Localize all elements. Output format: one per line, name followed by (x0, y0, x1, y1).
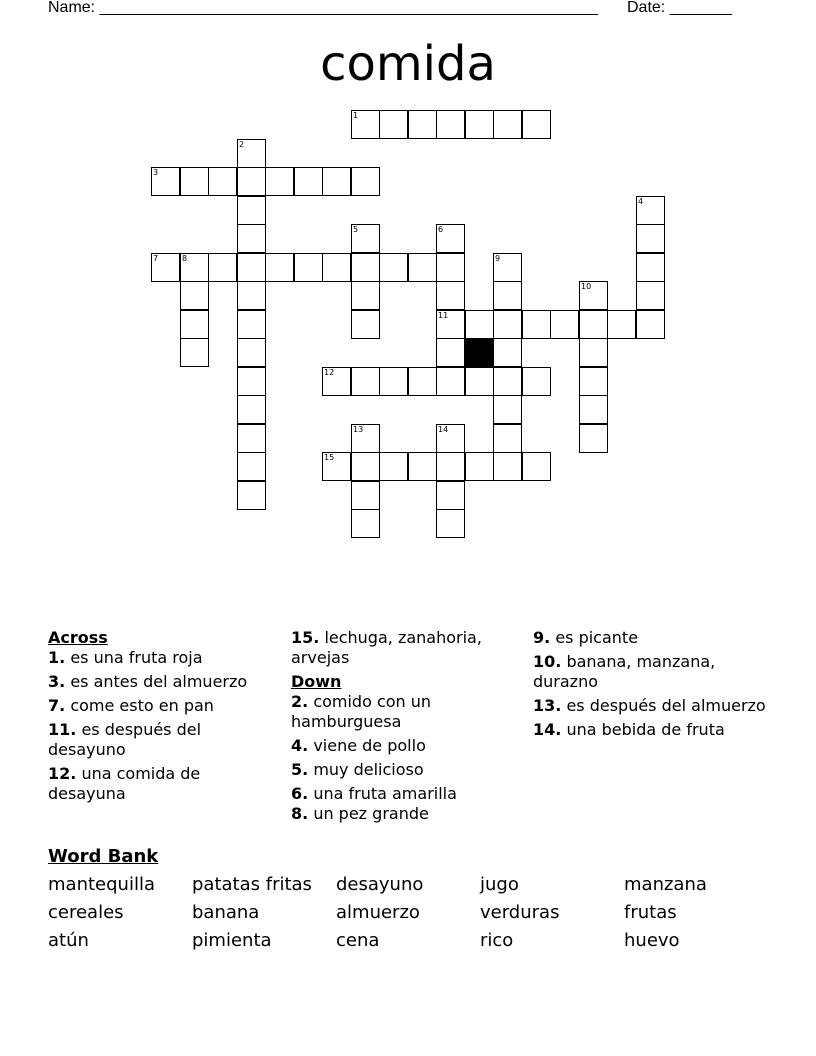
crossword-cell[interactable] (408, 253, 437, 282)
crossword-block (465, 338, 494, 367)
word-bank-item: verduras (480, 902, 560, 923)
clue-number: 6. (291, 784, 309, 803)
word-bank-item: atún (48, 930, 89, 951)
crossword-cell[interactable] (579, 424, 608, 453)
clue-number: 9. (533, 628, 551, 647)
crossword-cell[interactable] (493, 310, 522, 339)
crossword-cell[interactable] (322, 452, 351, 481)
down-heading: Down (291, 672, 342, 691)
clue-number: 4. (291, 736, 309, 755)
clue-text: banana, manzana, durazno (533, 652, 716, 691)
crossword-cell[interactable] (180, 338, 209, 367)
crossword-cell[interactable] (436, 281, 465, 310)
crossword-cell[interactable] (436, 481, 465, 510)
crossword-cell[interactable] (522, 110, 551, 139)
crossword-cell[interactable] (351, 367, 380, 396)
down-clue (533, 720, 768, 740)
crossword-cell[interactable] (493, 110, 522, 139)
clue-number: 13. (533, 696, 562, 715)
clue-text: una bebida de fruta (566, 720, 725, 739)
crossword-cell[interactable] (493, 253, 522, 282)
crossword-cell[interactable] (180, 281, 209, 310)
clue-number-label: 12 (324, 368, 335, 377)
crossword-cell[interactable] (465, 452, 494, 481)
down-clue (291, 760, 521, 780)
word-bank-item: patatas fritas (192, 874, 312, 895)
crossword-cell[interactable] (408, 367, 437, 396)
crossword-cell[interactable] (351, 224, 380, 253)
crossword-cell[interactable] (351, 509, 380, 538)
crossword-cell[interactable] (237, 395, 266, 424)
across-clue (48, 764, 278, 804)
clue-number-label: 5 (353, 225, 359, 234)
crossword-cell[interactable] (180, 310, 209, 339)
clue-text: come esto en pan (70, 696, 214, 715)
crossword-cell[interactable] (208, 253, 237, 282)
crossword-cell[interactable] (180, 253, 209, 282)
crossword-cell[interactable] (237, 139, 266, 168)
clue-number: 7. (48, 696, 66, 715)
crossword-cell[interactable] (465, 110, 494, 139)
crossword-cell[interactable] (522, 310, 551, 339)
clue-number: 10. (533, 652, 562, 671)
clue-number-label: 2 (239, 140, 245, 149)
crossword-cell[interactable] (465, 310, 494, 339)
crossword-cell[interactable] (351, 110, 380, 139)
clue-text: comido con un hamburguesa (291, 692, 432, 731)
word-bank-item: banana (192, 902, 260, 923)
crossword-cell[interactable] (237, 167, 266, 196)
clue-text: una comida de desayuna (48, 764, 201, 803)
word-bank-item: rico (480, 930, 514, 951)
crossword-cell[interactable] (351, 281, 380, 310)
crossword-cell[interactable] (180, 167, 209, 196)
word-bank-item: pimienta (192, 930, 272, 951)
crossword-cell[interactable] (322, 167, 351, 196)
crossword-cell[interactable] (436, 310, 465, 339)
crossword-cell[interactable] (322, 367, 351, 396)
crossword-cell[interactable] (237, 310, 266, 339)
crossword-cell[interactable] (636, 281, 665, 310)
crossword-cell[interactable] (265, 167, 294, 196)
crossword-cell[interactable] (579, 281, 608, 310)
crossword-cell[interactable] (436, 224, 465, 253)
word-bank (48, 874, 768, 952)
clue-number: 1. (48, 648, 66, 667)
down-clue (291, 804, 521, 824)
clue-number: 12. (48, 764, 77, 783)
across-clue (48, 672, 278, 692)
clue-number-label: 13 (353, 425, 364, 434)
across-clue (48, 720, 278, 760)
crossword-cell[interactable] (436, 509, 465, 538)
crossword-cell[interactable] (294, 167, 323, 196)
clue-number: 15. (291, 628, 320, 647)
crossword-cell[interactable] (493, 367, 522, 396)
clue-text: viene de pollo (313, 736, 426, 755)
clues-column-1 (48, 628, 278, 808)
crossword-cell[interactable] (636, 224, 665, 253)
across-heading: Across (48, 628, 108, 647)
crossword-cell[interactable] (151, 167, 180, 196)
crossword-cell[interactable] (579, 338, 608, 367)
clue-number: 11. (48, 720, 77, 739)
crossword-cell[interactable] (237, 452, 266, 481)
clue-number-label: 7 (153, 254, 159, 263)
clue-number-label: 8 (182, 254, 188, 263)
crossword-cell[interactable] (436, 338, 465, 367)
crossword-cell[interactable] (465, 367, 494, 396)
crossword-cell[interactable] (550, 310, 579, 339)
clue-text: es picante (555, 628, 639, 647)
crossword-cell[interactable] (636, 310, 665, 339)
clue-number: 14. (533, 720, 562, 739)
crossword-cell[interactable] (351, 310, 380, 339)
crossword-cell[interactable] (237, 224, 266, 253)
clue-number: 8. (291, 804, 309, 823)
word-bank-item: cereales (48, 902, 124, 923)
crossword-cell[interactable] (579, 310, 608, 339)
word-bank-item: mantequilla (48, 874, 155, 895)
crossword-cell[interactable] (408, 452, 437, 481)
down-clue (291, 784, 521, 804)
crossword-cell[interactable] (522, 452, 551, 481)
down-clue (533, 696, 768, 716)
clue-text: es una fruta roja (70, 648, 203, 667)
clue-number-label: 11 (438, 311, 449, 320)
crossword-cell[interactable] (265, 253, 294, 282)
crossword-cell[interactable] (493, 452, 522, 481)
crossword-cell[interactable] (436, 424, 465, 453)
crossword-cell[interactable] (237, 196, 266, 225)
clue-text: muy delicioso (313, 760, 424, 779)
crossword-cell[interactable] (436, 110, 465, 139)
word-bank-item: huevo (624, 930, 680, 951)
clues-column-3 (533, 628, 768, 744)
crossword-cell[interactable] (493, 395, 522, 424)
crossword-cell[interactable] (379, 110, 408, 139)
crossword-cell[interactable] (237, 424, 266, 453)
word-bank-item: frutas (624, 902, 677, 923)
crossword-cell[interactable] (636, 196, 665, 225)
crossword-cell[interactable] (237, 338, 266, 367)
crossword-cell[interactable] (351, 424, 380, 453)
clues-column-2 (291, 628, 521, 828)
crossword-cell[interactable] (351, 253, 380, 282)
down-clue (533, 628, 768, 648)
name-field-label: Name: ________________________________________________________ (48, 0, 598, 16)
word-bank-item: manzana (624, 874, 707, 895)
crossword-cell[interactable] (379, 367, 408, 396)
crossword-cell[interactable] (436, 452, 465, 481)
crossword-cell[interactable] (408, 110, 437, 139)
clue-text: una fruta amarilla (313, 784, 457, 803)
crossword-cell[interactable] (294, 253, 323, 282)
crossword-cell[interactable] (493, 281, 522, 310)
crossword-cell[interactable] (237, 367, 266, 396)
crossword-cell[interactable] (493, 424, 522, 453)
down-clue (291, 736, 521, 756)
down-clue (291, 692, 521, 732)
crossword-cell[interactable] (237, 281, 266, 310)
word-bank-item: cena (336, 930, 380, 951)
crossword-cell[interactable] (579, 367, 608, 396)
across-clue (48, 648, 278, 668)
clue-number-label: 3 (153, 168, 159, 177)
clue-text: es después del almuerzo (566, 696, 766, 715)
clue-number-label: 15 (324, 453, 335, 462)
clue-number-label: 4 (638, 197, 644, 206)
crossword-cell[interactable] (436, 367, 465, 396)
crossword-cell[interactable] (351, 167, 380, 196)
page-title: comida (320, 36, 496, 92)
clue-text: es antes del almuerzo (70, 672, 248, 691)
clue-number: 5. (291, 760, 309, 779)
clue-number: 3. (48, 672, 66, 691)
down-clue (533, 652, 768, 692)
crossword-cell[interactable] (579, 395, 608, 424)
crossword-cell[interactable] (379, 253, 408, 282)
crossword-cell[interactable] (237, 253, 266, 282)
word-bank-title: Word Bank (48, 846, 159, 867)
across-clue (48, 696, 278, 716)
word-bank-item: desayuno (336, 874, 424, 895)
crossword-cell[interactable] (322, 253, 351, 282)
clue-text: lechuga, zanahoria, arvejas (291, 628, 482, 667)
crossword-cell[interactable] (493, 338, 522, 367)
crossword-cell[interactable] (208, 167, 237, 196)
crossword-cell[interactable] (636, 253, 665, 282)
crossword-cell[interactable] (379, 452, 408, 481)
clue-number-label: 10 (581, 282, 592, 291)
date-field-label: Date: _______ (627, 0, 732, 16)
word-bank-item: almuerzo (336, 902, 420, 923)
crossword-cell[interactable] (436, 253, 465, 282)
clue-number: 2. (291, 692, 309, 711)
clue-number-label: 1 (353, 111, 359, 120)
clue-number-label: 9 (495, 254, 501, 263)
crossword-cell[interactable] (351, 481, 380, 510)
clue-text: es después del desayuno (48, 720, 202, 759)
clue-number-label: 6 (438, 225, 444, 234)
crossword-cell[interactable] (522, 367, 551, 396)
clue-text: un pez grande (313, 804, 429, 823)
crossword-cell[interactable] (351, 452, 380, 481)
clue-number-label: 14 (438, 425, 449, 434)
crossword-cell[interactable] (151, 253, 180, 282)
crossword-cell[interactable] (237, 481, 266, 510)
across-clue (291, 628, 521, 668)
word-bank-item: jugo (480, 874, 519, 895)
crossword-cell[interactable] (607, 310, 636, 339)
